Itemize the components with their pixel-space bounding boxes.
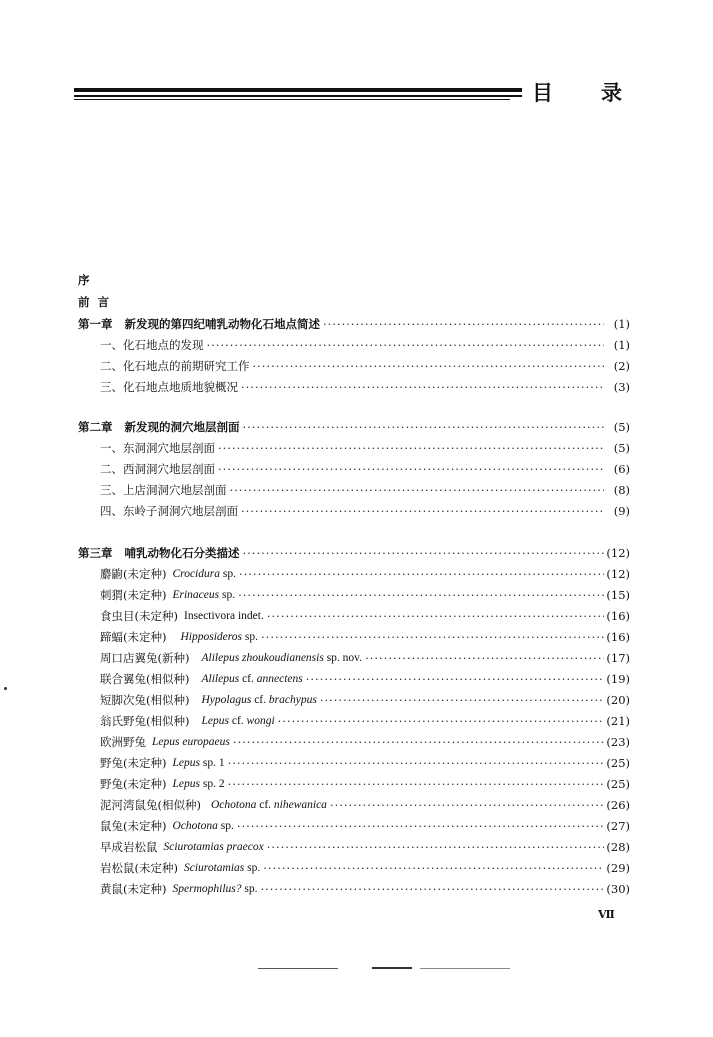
taxon-latin-name: Lepus sp. 1 (172, 757, 225, 769)
toc-taxon-entry[interactable] (100, 818, 630, 834)
page-number: (21) (606, 714, 630, 728)
taxon-chinese-name: 刺猬(未定种) (100, 588, 167, 602)
page-number: (1) (613, 317, 630, 331)
leader-dots (317, 692, 604, 708)
page-number: (20) (606, 693, 630, 707)
toc-chapter-3[interactable] (78, 545, 630, 561)
scan-speck (4, 687, 7, 690)
chapter-number: 第二章 (78, 420, 113, 434)
scan-artifact (258, 968, 338, 969)
page-number: (5) (613, 420, 630, 434)
toc-taxon-entry[interactable] (100, 755, 630, 771)
page-number: (3) (613, 380, 630, 394)
page-number: (25) (606, 777, 630, 791)
taxon-latin-name: Ochotona cf. nihewanica (210, 799, 327, 811)
leader-dots (225, 776, 604, 792)
taxon-chinese-name: 食虫目(未定种) (100, 609, 178, 623)
toc-taxon-entry[interactable] (100, 587, 630, 603)
section-title: 二、西洞洞穴地层剖面 (100, 462, 215, 476)
page-number: (8) (613, 483, 630, 497)
chapter-title: 哺乳动物化石分类描述 (124, 546, 240, 560)
chapter-number: 第三章 (78, 546, 113, 560)
taxon-chinese-name: 野兔(未定种) (100, 777, 167, 791)
toc-taxon-entry[interactable] (100, 881, 630, 897)
page-number: (27) (606, 819, 630, 833)
section-title: 一、化石地点的发现 (100, 338, 204, 352)
page-number: (25) (606, 756, 630, 770)
taxon-latin-name: Ochotona sp. (172, 820, 234, 832)
scan-artifact (420, 968, 510, 969)
section-title: 四、东岭子洞洞穴地层剖面 (100, 504, 238, 518)
page-number: (28) (606, 840, 630, 854)
toc-section[interactable] (100, 337, 630, 353)
toc-chapter-2[interactable] (78, 419, 630, 435)
taxon-chinese-name: 短脚次兔(相似种) (100, 693, 190, 707)
taxon-latin-name: Erinaceus sp. (172, 589, 236, 601)
taxon-chinese-name: 蹄蝠(未定种) (100, 630, 167, 644)
page-number: (5) (613, 441, 630, 455)
scan-artifact (372, 967, 412, 969)
leader-dots (225, 755, 604, 771)
page-number: (2) (613, 359, 630, 373)
chapter-number: 第一章 (78, 317, 113, 331)
section-title: 一、东洞洞穴地层剖面 (100, 441, 215, 455)
leader-dots (362, 650, 604, 666)
toc-chapter-1[interactable] (78, 316, 630, 332)
leader-dots (257, 881, 604, 897)
page-number: (19) (606, 672, 630, 686)
taxon-chinese-name: 野兔(未定种) (100, 756, 167, 770)
taxon-latin-name: Crocidura sp. (172, 568, 236, 580)
page-number: (15) (606, 588, 630, 602)
page-number: (30) (606, 882, 630, 896)
page-folio: Ⅶ (598, 908, 615, 921)
toc-section[interactable] (100, 379, 630, 395)
leader-dots (264, 839, 604, 855)
leader-dots (204, 337, 605, 353)
section-title: 三、化石地点地质地貌概况 (100, 380, 238, 394)
taxon-chinese-name: 麝鼩(未定种) (100, 567, 167, 581)
toc-section[interactable] (100, 482, 630, 498)
leader-dots (264, 608, 604, 624)
leader-dots (227, 482, 605, 498)
page-title-char: 目 (532, 80, 553, 105)
toc-taxon-entry[interactable] (100, 566, 630, 582)
taxon-latin-name: Alilepus zhoukoudianensis sp. nov. (201, 652, 363, 664)
header-rule (74, 88, 522, 92)
page-number: (16) (606, 630, 630, 644)
leader-dots (320, 316, 604, 332)
section-title: 二、化石地点的前期研究工作 (100, 359, 250, 373)
header-rule (74, 95, 522, 97)
taxon-latin-name: Hypolagus cf. brachypus (201, 694, 317, 706)
toc-entry-preface[interactable] (78, 272, 630, 288)
leader-dots (327, 797, 604, 813)
page-number: (1) (613, 338, 630, 352)
taxon-latin-name: Lepus cf. wongi (201, 715, 275, 727)
taxon-latin-name: Sciurotamias sp. (183, 862, 261, 874)
taxon-chinese-name: 鼠兔(未定种) (100, 819, 167, 833)
taxon-chinese-name: 早成岩松鼠 (100, 840, 158, 854)
toc-header (74, 82, 634, 104)
toc-taxon-entry[interactable] (100, 713, 630, 729)
toc-section[interactable] (100, 461, 630, 477)
chapter-title: 新发现的洞穴地层剖面 (124, 420, 240, 434)
taxon-latin-name: Spermophilus? sp. (172, 883, 258, 895)
leader-dots (238, 379, 604, 395)
leader-dots (235, 587, 604, 603)
toc-taxon-entry[interactable] (100, 608, 630, 624)
leader-dots (240, 545, 605, 561)
leader-dots (250, 358, 605, 374)
page-number: (17) (606, 651, 630, 665)
toc-taxon-entry[interactable] (100, 692, 630, 708)
toc-taxon-entry[interactable] (100, 860, 630, 876)
leader-dots (258, 629, 604, 645)
page-number: (16) (606, 609, 630, 623)
taxon-latin-name: Hipposideros sp. (180, 631, 259, 643)
leader-dots (260, 860, 604, 876)
section-title: 三、上店洞洞穴地层剖面 (100, 483, 227, 497)
toc-taxon-entry[interactable] (100, 650, 630, 666)
page-number: (29) (606, 861, 630, 875)
taxon-latin-name: Lepus europaeus (152, 736, 230, 748)
taxon-latin-name: Lepus sp. 2 (172, 778, 225, 790)
taxon-chinese-name: 联合翼兔(相似种) (100, 672, 190, 686)
taxon-chinese-name: 泥河湾鼠兔(相似种) (100, 798, 201, 812)
toc-section[interactable] (100, 503, 630, 519)
taxon-latin-name: Sciurotamias praecox (163, 841, 264, 853)
leader-dots (238, 503, 604, 519)
leader-dots (234, 818, 604, 834)
leader-dots (215, 440, 604, 456)
page-number: (6) (613, 462, 630, 476)
leader-dots (236, 566, 604, 582)
page-number: (26) (606, 798, 630, 812)
toc-section[interactable] (100, 358, 630, 374)
toc-label: 前 言 (78, 295, 110, 309)
toc-taxon-entry[interactable] (100, 797, 630, 813)
page-number: (12) (606, 546, 630, 560)
page-title-char: 录 (601, 80, 622, 105)
leader-dots (275, 713, 604, 729)
toc-entry-foreword[interactable] (78, 294, 630, 310)
leader-dots (240, 419, 605, 435)
toc-taxon-entry[interactable] (100, 671, 630, 687)
toc-taxon-entry[interactable] (100, 629, 630, 645)
taxon-chinese-name: 岩松鼠(未定种) (100, 861, 178, 875)
toc-taxon-entry[interactable] (100, 734, 630, 750)
page-number: (12) (606, 567, 630, 581)
taxon-chinese-name: 周口店翼兔(新种) (100, 651, 190, 665)
toc-section[interactable] (100, 440, 630, 456)
toc-taxon-entry[interactable] (100, 839, 630, 855)
taxon-latin-name: Alilepus cf. annectens (201, 673, 303, 685)
taxon-chinese-name: 黄鼠(未定种) (100, 882, 167, 896)
chapter-title: 新发现的第四纪哺乳动物化石地点简述 (124, 317, 320, 331)
toc-label: 序 (78, 273, 90, 287)
taxon-latin-name: Insectivora indet. (183, 610, 264, 622)
leader-dots (230, 734, 604, 750)
toc-taxon-entry[interactable] (100, 776, 630, 792)
taxon-chinese-name: 翁氏野兔(相似种) (100, 714, 190, 728)
leader-dots (303, 671, 604, 687)
page-number: (23) (606, 735, 630, 749)
leader-dots (215, 461, 604, 477)
taxon-chinese-name: 欧洲野兔 (100, 735, 146, 749)
page-number: (9) (613, 504, 630, 518)
header-rule (74, 99, 510, 100)
